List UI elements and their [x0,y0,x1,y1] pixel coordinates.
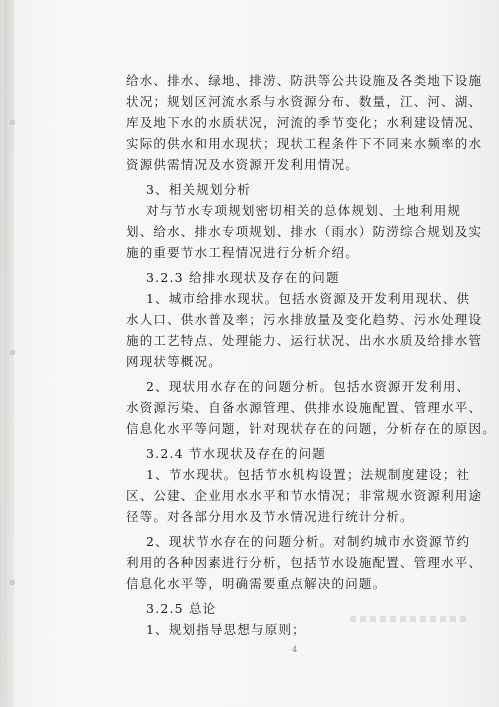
body-line: 实际的供水和用水现状；现状工程条件下不同来水频率的水 [126,136,483,151]
body-line: 区、公建、企业用水水平和节水情况；非常规水资源利用途 [126,488,483,503]
body-line: 利用的各种因素进行分析，包括节水设施配置、管理水平、 [126,555,483,570]
body-line: 水资源污染、自备水源管理、供排水设施配置、管理水平、 [126,400,483,415]
body-line: 施的工艺特点、处理能力、运行状况、出水水质及给排水管 [126,333,483,348]
binding-edge [4,0,14,707]
section-heading: 3.2.4 节水现状及存在的问题 [146,446,326,461]
body-line: 2、现状用水存在的问题分析。包括水资源开发利用、 [146,379,471,394]
body-line: 状况；规划区河流水系与水资源分布、数量，江、河、湖、 [126,94,483,109]
body-line: 给水、排水、绿地、排涝、防洪等公共设施及各类地下设施 [126,73,483,88]
faint-bleed-through [350,616,470,622]
body-line: 水人口、供水普及率；污水排放量及变化趋势、污水处理设 [126,312,483,327]
body-line: 2、现状节水存在的问题分析。对制约城市水资源节约 [146,534,471,549]
body-line: 径等。对各部分用水及节水情况进行统计分析。 [126,509,414,524]
document-text-block [126,70,496,640]
body-line: 信息化水平等，明确需要重点解决的问题。 [126,576,387,591]
body-line: 1、城市给排水现状。包括水资源及开发利用现状、供 [146,291,471,306]
page-mark: 4 [292,645,298,654]
section-heading: 3.2.5 总论 [146,601,217,616]
body-line: 库及地下水的水质状况，河流的季节变化；水利建设情况、 [126,115,483,130]
body-line: 1、规划指导思想与原则； [146,622,306,637]
body-line: 信息化水平等问题，针对现状存在的问题，分析存在的原因。 [126,421,496,436]
binding-hole [10,120,15,125]
body-line: 1、节水现状。包括节水机构设置；法规制度建设；社 [146,467,471,482]
section-heading: 3.2.3 给排水现状及存在的问题 [146,270,340,285]
body-line: 网现状等概况。 [126,354,222,369]
body-line: 施的重要节水工程情况进行分析介绍。 [126,245,359,260]
body-line: 资源供需情况及水资源开发利用情况。 [126,157,359,172]
body-line: 对与节水专项规划密切相关的总体规划、土地利用规 [146,203,462,218]
section-heading: 3、相关规划分析 [146,182,252,197]
body-line: 划、给水、排水专项规划、排水（雨水）防涝综合规划及实 [126,224,483,239]
binding-hole [10,350,15,355]
binding-hole [10,580,15,585]
